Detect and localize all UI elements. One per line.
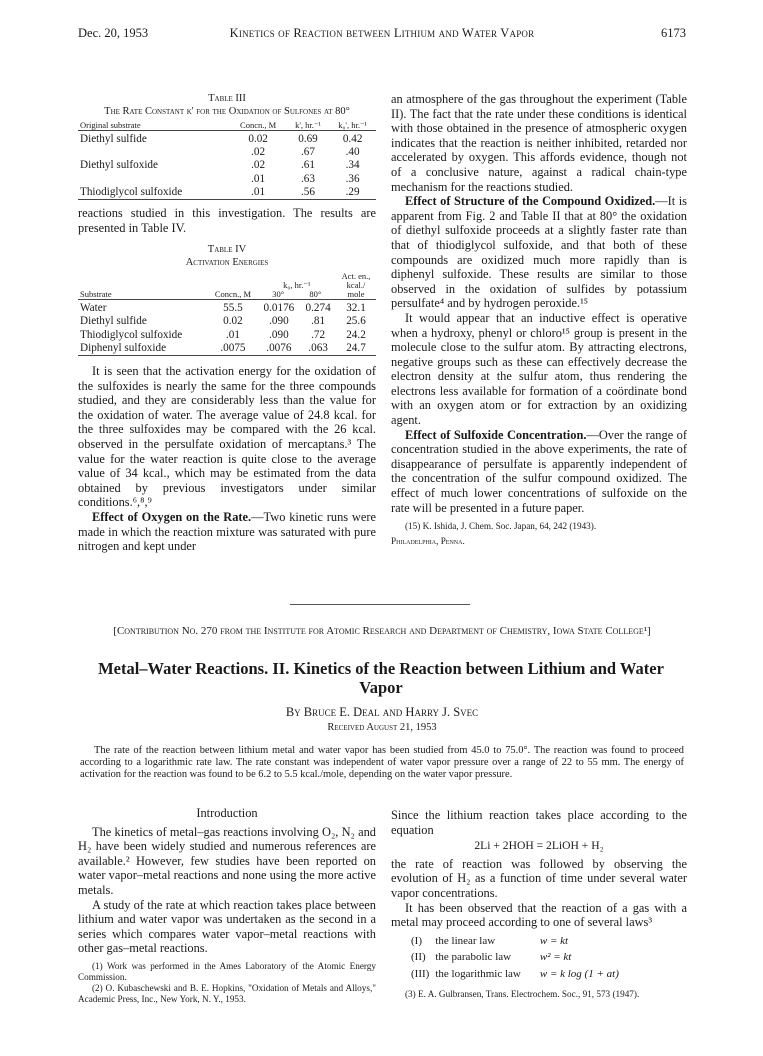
left-paragraph-1: reactions studied in this investigation. The results are presented in Table IV.	[78, 206, 376, 235]
authors: By Bruce E. Deal and Harry J. Svec	[285, 705, 479, 719]
left-column-top	[78, 92, 376, 554]
footnote-15: (15) K. Ishida, J. Chem. Soc. Japan, 64, 242 (1943).	[405, 521, 597, 532]
reaction-equation: 2Li + 2HOH = 2LiOH + H₂	[474, 839, 604, 853]
table4	[78, 272, 376, 358]
right-column-bottom	[391, 808, 687, 1000]
article-separator	[290, 604, 470, 605]
section-head-concentration: Effect of Sulfoxide Concentration.	[405, 427, 587, 442]
list-item: (I) the linear law w = kt	[411, 934, 569, 947]
table-row: .01 .63 .36	[251, 172, 360, 185]
table4-col-k0: k₀, hr.⁻¹ 30° 80°	[272, 280, 322, 300]
table3	[78, 121, 376, 202]
header-running-title: Kinetics of Reaction between Lithium and Water Vapor	[229, 26, 535, 40]
right-column-top	[391, 92, 687, 547]
table4-col-act-en: Act. en., kcal./ mole	[341, 271, 371, 300]
header-date: Dec. 20, 1953	[78, 26, 149, 40]
intro-paragraph-1: The kinetics of metal–gas reactions involving O₂, N₂ and H₂ have been widely studied and numerous references are available.² However, few studies have been reported on water vapor–metal reactions and none using the more active metals.	[78, 824, 376, 897]
table4-col-substrate: Substrate	[80, 289, 112, 300]
abstract: The rate of the reaction between lithium metal and water vapor has been studied from 45.0 to 75.0°. The reaction was found to proceed according to a logarithmic rate law. The rate constant was independent of water vapor pressure over a range of 22 to 55 mm. The energy of activation for the reaction was found to be 6.2 to 5.5 kcal./mole, depending on the water vapor pressure.	[80, 745, 684, 781]
footnote-2: (2) O. Kubaschewski and B. E. Hopkins, "Oxidation of Metals and Alloys," Academic Press, Inc., New York, N. Y., 1953.	[78, 982, 376, 1004]
right-paragraph-1: an atmosphere of the gas throughout the experiment (Table II). The fact that the rate under these conditions is identical with those obtained in the presence of atmospheric oxygen indicates that the reaction is neither inhibited, retarded nor accelerated by oxygen. This affords evidence, though not of a conclusive nature, against a radical chain-type mechanism for the reactions studied.	[391, 92, 687, 194]
table-row: Diethyl sulfide 0.02 0.69 0.42	[80, 133, 363, 145]
table3-col-k0: k₀', hr.⁻¹	[338, 120, 367, 130]
section-head-oxygen: Effect of Oxygen on the Rate.	[92, 509, 252, 524]
table3-caption: The Rate Constant k' for the Oxidation of Sulfones at 80°	[104, 106, 350, 117]
table4-caption: Activation Energies	[185, 257, 269, 269]
table3-col-substrate: Original substrate	[80, 120, 141, 130]
table-row: Water 55.5 0.0176 0.274 32.1	[80, 302, 366, 315]
table-row: .02 .67 .40	[251, 146, 360, 159]
intro-paragraph-2: A study of the rate at which reaction takes place between lithium and water vapor was undertaken as the second in a series which compares water vapor–metal reactions with other gas–metal reactions.	[78, 897, 376, 956]
contribution-line: [Contribution No. 270 from the Institute for Atomic Research and Department of Chemistry, Iowa State College¹]	[113, 625, 651, 637]
footnote-1: (1) Work was performed in the Ames Laboratory of the Atomic Energy Commission.	[78, 960, 376, 982]
table3-header-row	[78, 121, 376, 131]
right2-paragraph-3: It has been observed that the reaction of a gas with a metal may proceed according to one of several laws³	[391, 900, 687, 930]
header-page-number: 6173	[661, 26, 686, 40]
table-row: Thiodiglycol sulfoxide .01 .56 .29	[80, 185, 360, 198]
right2-paragraph-1: Since the lithium reaction takes place according to the equation	[391, 808, 687, 837]
table3-label: Table III	[208, 93, 246, 104]
table-row: Diethyl sulfide 0.02 .090 .81 25.6	[80, 315, 366, 328]
right2-paragraph-2: the rate of reaction was followed by observing the evolution of H₂ as a function of time under several water vapor concentrations.	[391, 856, 687, 900]
article-title: Metal–Water Reactions. II. Kinetics of the Reaction between Lithium and Water Vapor	[98, 659, 664, 697]
intro-heading: Introduction	[196, 806, 258, 820]
running-header	[78, 26, 686, 44]
received-date: Received August 21, 1953	[327, 722, 437, 733]
table-row: Diphenyl sulfoxide .0075 .0076 .063 24.7	[80, 341, 366, 354]
right-paragraph-4: Effect of Sulfoxide Concentration.—Over the range of concentration studied in the above experiments, the rate of disappearance of persulfate is apparently independent of the concentration of the sulfur compound oxidized. The effect of much lower concentrations of sulfoxide on the rate will be presented in a future paper.	[391, 427, 687, 515]
right-paragraph-3: It would appear that an inductive effect is operative when a hydroxy, phenyl or chloro¹⁵ group is present in the molecule close to the sulfur atom. By attracting electrons, negative groups such as these can effectively decrease the electron density at the sulfur atom, thus rendering the electrons less available for formation of a coördinate bond with an oxygen atom or for extraction by an oxidizing agent.	[391, 310, 687, 428]
footnote-3: (3) E. A. Gulbransen, Trans. Electrochem. Soc., 91, 573 (1947).	[405, 988, 640, 999]
left-paragraph-2: It is seen that the activation energy for the oxidation of the sulfoxides is nearly the same for the three compounds studied, and they are considerably less than the value for the oxidation of water. The average value of 24.8 kcal. for the three sulfoxides may be compared with the 26 kcal. observed in the persulfate oxidation of mercaptans.³ The value for the water reaction is quite close to the average value of 34 kcal., which may be estimated from the data obtained by previous investigators under similar conditions.⁶,⁸,⁹	[78, 364, 376, 510]
table3-col-concn: Concn., M	[240, 120, 277, 130]
table3-col-k: k', hr.⁻¹	[295, 120, 321, 130]
table4-label: Table IV	[207, 244, 247, 256]
left-column-bottom	[78, 806, 376, 1005]
left-paragraph-3: Effect of Oxygen on the Rate.—Two kinetic runs were made in which the reaction mixture was saturated with pure nitrogen and kept under	[78, 509, 376, 554]
table-row: Diethyl sulfoxide .02 .61 .34	[80, 159, 360, 172]
place-line: Philadelphia, Penna.	[391, 536, 465, 547]
table4-col-concn: Concn., M	[214, 289, 251, 300]
list-item: (III) the logarithmic law w = k log (1 + at)	[411, 967, 619, 980]
right-paragraph-2: Effect of Structure of the Compound Oxidized.—It is apparent from Fig. 2 and Table II that at 80° the oxidation of diethyl sulfoxide proceeds at a slightly faster rate than that of thiodiglycol sulfoxide, and that both of these compounds are oxidized much more rapidly than is diphenyl sulfoxide. These results are similar to those observed in the oxidation of sulfides by potassium persulfate⁴ and by hydrogen peroxide.¹⁵	[391, 194, 687, 311]
table-row: Thiodiglycol sulfoxide .01 .090 .72 24.2	[80, 328, 366, 341]
list-item: (II) the parabolic law w² = kt	[411, 951, 572, 964]
rate-laws	[411, 933, 620, 983]
table4-header-row	[78, 272, 376, 300]
section-head-structure: Effect of Structure of the Compound Oxidized.	[405, 194, 656, 209]
